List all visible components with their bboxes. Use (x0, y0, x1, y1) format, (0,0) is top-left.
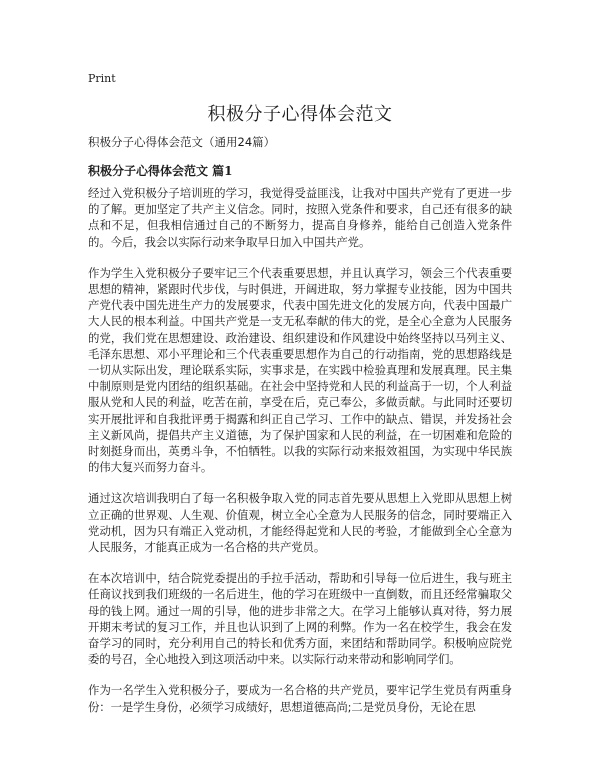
document-subtitle: 积极分子心得体会范文（通用24篇） (88, 135, 276, 149)
document-title: 积极分子心得体会范文 (207, 104, 393, 125)
paragraph-4: 在本次培训中，结合院党委提出的手拉手活动，帮助和引导每一位后进生，我与班主任商议找到我们班级的一名后进生，他的学习在班级中一直倒数，而且还经常骗取父母的钱上网。通过一周的引导，他的进步非常之大。在学习上能够认真对待，努力展开期末考试的复习工作，并且也认识到了上网的利弊。作为一名在校学生，我会在发奋学习的同时，充分利用自己的特长和优秀方面，来团结和帮助同学。积极响应院党委的号召，全心地投入到这项活动中来。以实际行动来带动和影响同学们。 (88, 571, 512, 667)
body-text (88, 185, 512, 730)
paragraph-5: 作为一名学生入党积极分子，要成为一名合格的共产党员，要牢记学生党员有两重身份：一是学生身份，必须学习成绩好，思想道德高尚;二是党员身份，无论在思 (88, 683, 512, 714)
paragraph-1: 经过入党积极分子培训班的学习，我觉得受益匪浅，让我对中国共产党有了更进一步的了解。更加坚定了共产主义信念。同时，按照入党条件和要求，自己还有很多的缺点和不足，但我相信通过自己的不断努力，提高自身修养，能给自己创造入党条件的。今后，我会以实际行动来争取早日加入中国共产党。 (88, 186, 512, 249)
paragraph-2: 作为学生入党积极分子要牢记三个代表重要思想，并且认真学习，领会三个代表重要思想的精神，紧跟时代步伐，与时俱进，开阔进取，努力掌握专业技能，因为中国共产党代表中国先进生产力的发展要求，代表中国先进文化的发展方向，代表中国最广大人民的根本利益。中国共产党是一支无私奉献的伟大的党，是全心全意为人民服务的党，我们党在思想建设、政治建设、组织建设和作风建设中始终坚持以马列主义、毛泽东思想、邓小平理论和三个代表重要思想作为自己的行动指南，党的思想路线是一切从实际出发，理论联系实际，实事求是，在实践中检验真理和发展真理。民主集中制原则是党内团结的组织基础。在社会中坚持党和人民的利益高于一切，个人利益服从党和人民的利益，吃苦在前，享受在后，克己奉公，多做贡献。与此同时还要切实开展批评和自我批评勇于揭露和纠正自己学习、工作中的缺点、错误，并发扬社会主义新风尚，提倡共产主义道德，为了保护国家和人民的利益，在一切困难和危险的时刻挺身而出，英勇斗争，不怕牺牲。以我的实际行动来报效祖国，为实现中华民族的伟大复兴而努力奋斗。 (88, 265, 512, 475)
section-heading: 积极分子心得体会范文 篇1 (88, 164, 233, 178)
paragraph-3: 通过这次培训我明白了每一名积极争取入党的同志首先要从思想上入党即从思想上树立正确的世界观、人生观、价值观，树立全心全意为人民服务的信念，同时要端正入党动机，因为只有端正入党动机，才能经得起党和人民的考验，才能做到全心全意为人民服务，才能真正成为一名合格的共产党员。 (88, 491, 512, 555)
print-link[interactable]: Print (88, 72, 116, 85)
